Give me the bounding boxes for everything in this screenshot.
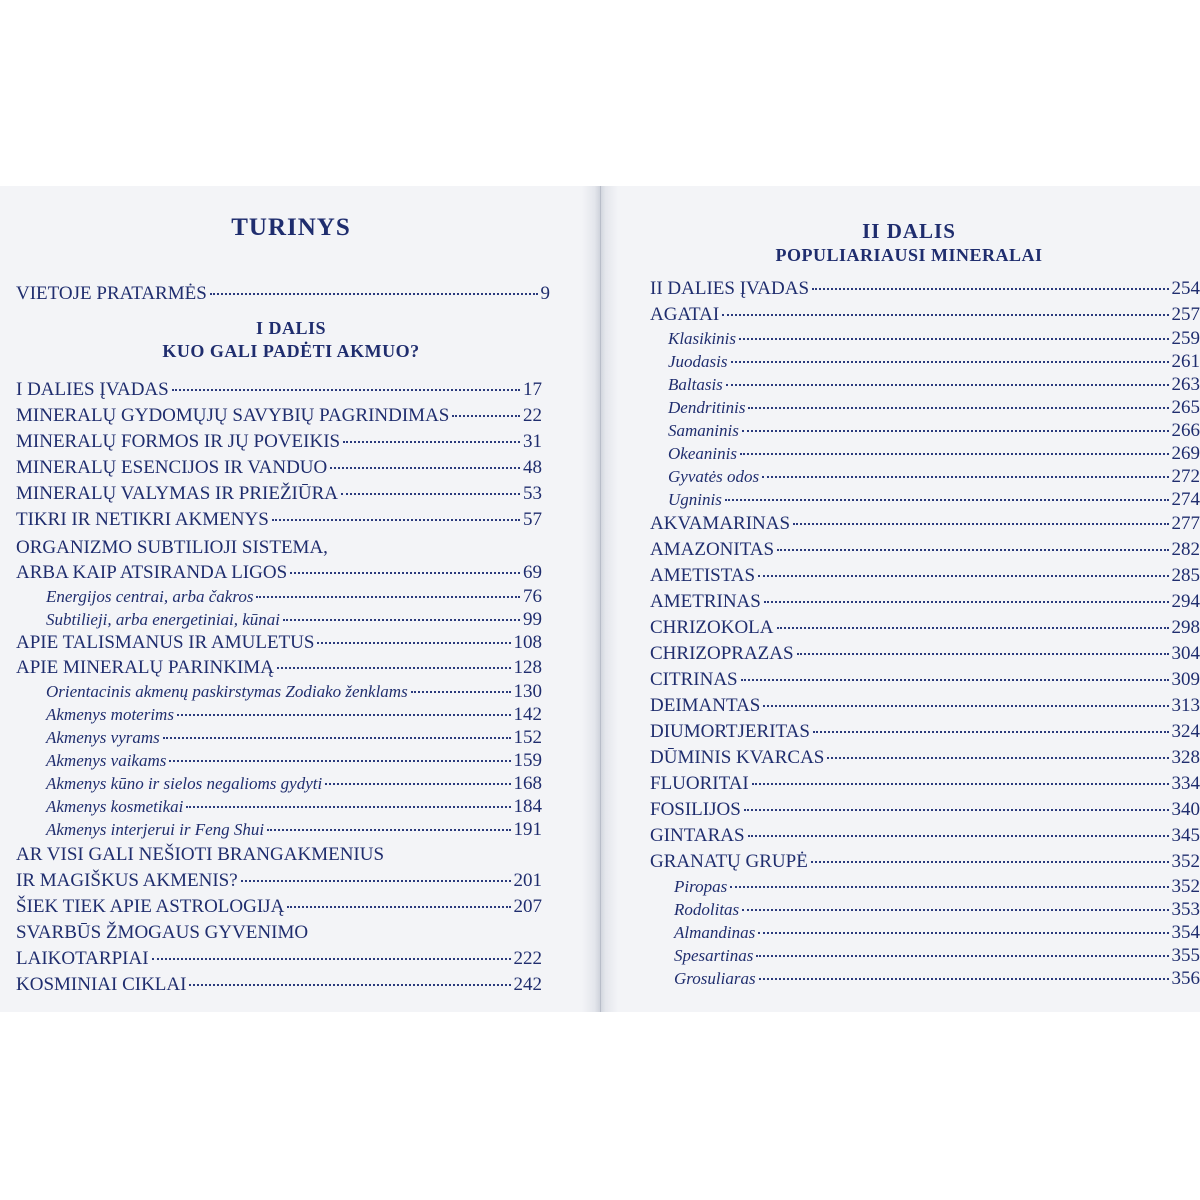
page-number: 108 bbox=[513, 632, 542, 653]
dot-leader bbox=[762, 476, 1168, 478]
dot-leader bbox=[725, 499, 1169, 501]
dot-leader bbox=[741, 679, 1169, 681]
dot-leader bbox=[742, 430, 1169, 432]
page-number: 257 bbox=[1171, 304, 1200, 325]
page-number: 313 bbox=[1171, 695, 1200, 716]
page-number: 266 bbox=[1171, 420, 1200, 441]
page-number: 184 bbox=[513, 796, 542, 817]
book-spread bbox=[0, 186, 1200, 1012]
dot-leader bbox=[343, 441, 520, 443]
dot-leader bbox=[744, 809, 1169, 811]
page-number: 17 bbox=[523, 379, 542, 400]
dot-leader bbox=[722, 314, 1168, 316]
page-number: 345 bbox=[1171, 825, 1200, 846]
page-number: 354 bbox=[1171, 922, 1200, 943]
toc-entry bbox=[16, 431, 542, 453]
entry-title: FLUORITAI bbox=[650, 773, 749, 794]
page-number: 69 bbox=[523, 562, 542, 583]
dot-leader bbox=[290, 572, 520, 574]
page-number: 168 bbox=[513, 773, 542, 794]
toc-entry bbox=[16, 922, 542, 944]
entry-title: AMAZONITAS bbox=[650, 539, 775, 560]
entry-title: DŪMINIS KVARCAS bbox=[650, 747, 825, 768]
dot-leader bbox=[812, 288, 1168, 290]
entry-title: Almandinas bbox=[674, 923, 756, 942]
entry-title: ORGANIZMO SUBTILIOJI SISTEMA, bbox=[16, 537, 328, 558]
entry-title: MINERALŲ GYDOMŲJŲ SAVYBIŲ PAGRINDIMAS bbox=[16, 405, 450, 426]
entry-title: MINERALŲ FORMOS IR JŲ POVEIKIS bbox=[16, 431, 341, 452]
dot-leader bbox=[752, 783, 1169, 785]
page-number: 274 bbox=[1171, 489, 1200, 510]
page-number: 352 bbox=[1171, 876, 1200, 897]
dot-leader bbox=[163, 737, 511, 739]
toc-subentry bbox=[668, 328, 1200, 350]
part1-heading-line1: I DALIS bbox=[255, 318, 327, 338]
dot-leader bbox=[827, 757, 1168, 759]
page-number: 31 bbox=[523, 431, 542, 452]
toc-entry bbox=[650, 278, 1200, 300]
right-page bbox=[618, 186, 1200, 1012]
entry-title: Akmenys vaikams bbox=[46, 751, 167, 770]
entry-title: KOSMINIAI CIKLAI bbox=[16, 974, 187, 995]
dot-leader bbox=[287, 906, 510, 908]
toc-subentry bbox=[674, 945, 1200, 967]
dot-leader bbox=[330, 467, 520, 469]
toc-subentry bbox=[668, 466, 1200, 488]
toc-subentry bbox=[674, 876, 1200, 898]
toc-entry bbox=[650, 617, 1200, 639]
entry-title: II DALIES ĮVADAS bbox=[650, 278, 810, 299]
entry-title: I DALIES ĮVADAS bbox=[16, 379, 169, 400]
entry-title: SVARBŪS ŽMOGAUS GYVENIMO bbox=[16, 922, 309, 943]
toc-entry bbox=[650, 565, 1200, 587]
toc-subentry bbox=[668, 443, 1200, 465]
toc-entry bbox=[650, 747, 1200, 769]
part2-heading-line2: POPULIARIAUSI MINERALAI bbox=[775, 245, 1043, 265]
dot-leader bbox=[325, 783, 510, 785]
entry-title: CITRINAS bbox=[650, 669, 738, 690]
dot-leader bbox=[272, 519, 520, 521]
part2-heading-line1: II DALIS bbox=[862, 219, 956, 243]
dot-leader bbox=[811, 861, 1169, 863]
dot-leader bbox=[797, 653, 1169, 655]
toc-subentry bbox=[46, 773, 542, 795]
page-number: 207 bbox=[513, 896, 542, 917]
dot-leader bbox=[411, 691, 511, 693]
entry-title: Akmenys kosmetikai bbox=[46, 797, 184, 816]
entry-title: Baltasis bbox=[668, 375, 723, 394]
toc-entry bbox=[16, 974, 542, 996]
entry-title: CHRIZOPRAZAS bbox=[650, 643, 794, 664]
dot-leader bbox=[452, 415, 520, 417]
page-number: 99 bbox=[523, 609, 542, 630]
toc-entry bbox=[16, 509, 542, 531]
entry-title: AKVAMARINAS bbox=[650, 513, 791, 534]
toc-entry bbox=[16, 870, 542, 892]
page-number: 324 bbox=[1171, 721, 1200, 742]
entry-title: AMETRINAS bbox=[650, 591, 761, 612]
dot-leader bbox=[740, 453, 1169, 455]
dot-leader bbox=[169, 760, 510, 762]
entry-title: CHRIZOKOLA bbox=[650, 617, 774, 638]
page-number: 277 bbox=[1171, 513, 1200, 534]
dot-leader bbox=[317, 642, 510, 644]
dot-leader bbox=[759, 978, 1169, 980]
toc-entry bbox=[650, 539, 1200, 561]
toc-entry bbox=[650, 799, 1200, 821]
page-number: 356 bbox=[1171, 968, 1200, 989]
entry-title: Ugninis bbox=[668, 490, 722, 509]
toc-subentry bbox=[674, 899, 1200, 921]
toc-subentry bbox=[46, 586, 542, 608]
page-number: 159 bbox=[513, 750, 542, 771]
dot-leader bbox=[764, 601, 1169, 603]
page-number: 294 bbox=[1171, 591, 1200, 612]
toc-subentry bbox=[674, 922, 1200, 944]
toc-subentry bbox=[46, 819, 542, 841]
entry-title: AMETISTAS bbox=[650, 565, 756, 586]
page-number: 298 bbox=[1171, 617, 1200, 638]
page-number: 309 bbox=[1171, 669, 1200, 690]
page-number: 304 bbox=[1171, 643, 1200, 664]
dot-leader bbox=[758, 932, 1168, 934]
dot-leader bbox=[189, 984, 510, 986]
entry-title: GRANATŲ GRUPĖ bbox=[650, 851, 808, 872]
toc-entry bbox=[650, 304, 1200, 326]
toc-entry bbox=[16, 844, 542, 866]
entry-title: IR MAGIŠKUS AKMENIS? bbox=[16, 870, 238, 891]
entry-title: Akmenys interjerui ir Feng Shui bbox=[46, 820, 265, 839]
dot-leader bbox=[726, 384, 1169, 386]
dot-leader bbox=[172, 389, 520, 391]
page-number: 57 bbox=[523, 509, 542, 530]
toc-entry bbox=[16, 632, 542, 654]
toc-subentry bbox=[668, 397, 1200, 419]
dot-leader bbox=[739, 338, 1168, 340]
toc-entry bbox=[16, 948, 542, 970]
dot-leader bbox=[341, 493, 520, 495]
toc-subentry bbox=[46, 609, 542, 631]
dot-leader bbox=[742, 909, 1168, 911]
dot-leader bbox=[763, 705, 1168, 707]
toc-subentry bbox=[668, 374, 1200, 396]
dot-leader bbox=[152, 958, 511, 960]
dot-leader bbox=[730, 886, 1168, 888]
toc-subentry bbox=[46, 750, 542, 772]
toc-entry bbox=[16, 457, 542, 479]
page-number: 340 bbox=[1171, 799, 1200, 820]
entry-title: Samaninis bbox=[668, 421, 739, 440]
page-number: 9 bbox=[540, 283, 550, 304]
page-number: 285 bbox=[1171, 565, 1200, 586]
dot-leader bbox=[748, 835, 1169, 837]
page-number: 191 bbox=[513, 819, 542, 840]
page-number: 48 bbox=[523, 457, 542, 478]
page-number: 142 bbox=[513, 704, 542, 725]
page-number: 355 bbox=[1171, 945, 1200, 966]
toc-entry bbox=[650, 851, 1200, 873]
entry-title: Akmenys vyrams bbox=[46, 728, 160, 747]
toc-entry bbox=[16, 283, 550, 305]
dot-leader bbox=[731, 361, 1169, 363]
dot-leader bbox=[777, 627, 1169, 629]
entry-title: ARBA KAIP ATSIRANDA LIGOS bbox=[16, 562, 288, 583]
entry-title: Orientacinis akmenų paskirstymas Zodiako ženklams bbox=[46, 682, 408, 701]
dot-leader bbox=[283, 619, 520, 621]
dot-leader bbox=[241, 880, 511, 882]
toc-subentry bbox=[46, 704, 542, 726]
entry-title: APIE MINERALŲ PARINKIMĄ bbox=[16, 657, 274, 678]
entry-title: AR VISI GALI NEŠIOTI BRANGAKMENIUS bbox=[16, 844, 385, 865]
page-number: 22 bbox=[523, 405, 542, 426]
page-number: 334 bbox=[1171, 773, 1200, 794]
toc-entry bbox=[16, 896, 542, 918]
entry-title: Subtilieji, arba energetiniai, kūnai bbox=[46, 610, 281, 629]
toc-subentry bbox=[668, 420, 1200, 442]
entry-title: APIE TALISMANUS IR AMULETUS bbox=[16, 632, 315, 653]
toc-entry bbox=[16, 405, 542, 427]
page-number: 201 bbox=[513, 870, 542, 891]
toc-entry bbox=[650, 643, 1200, 665]
page-number: 272 bbox=[1171, 466, 1200, 487]
page-number: 282 bbox=[1171, 539, 1200, 560]
toc-subentry bbox=[668, 351, 1200, 373]
toc-subentry bbox=[668, 489, 1200, 511]
entry-title: Akmenys moterims bbox=[46, 705, 174, 724]
dot-leader bbox=[256, 596, 520, 598]
toc-subentry bbox=[46, 796, 542, 818]
entry-title: Akmenys kūno ir sielos negalioms gydyti bbox=[46, 774, 323, 793]
toc-entry bbox=[650, 721, 1200, 743]
entry-title: DIUMORTJERITAS bbox=[650, 721, 810, 742]
page-number: 130 bbox=[513, 681, 542, 702]
dot-leader bbox=[793, 523, 1168, 525]
part1-heading-line2: KUO GALI PADĖTI AKMUO? bbox=[162, 341, 420, 361]
dot-leader bbox=[756, 955, 1168, 957]
entry-title: Energijos centrai, arba čakros bbox=[46, 587, 254, 606]
entry-title: AGATAI bbox=[650, 304, 720, 325]
toc-entry bbox=[650, 591, 1200, 613]
entry-title: TIKRI IR NETIKRI AKMENYS bbox=[16, 509, 269, 530]
toc-entry bbox=[650, 695, 1200, 717]
gutter-fold bbox=[600, 186, 601, 1012]
page-number: 76 bbox=[523, 586, 542, 607]
page-number: 265 bbox=[1171, 397, 1200, 418]
toc-subentry bbox=[674, 968, 1200, 990]
entry-title: Piropas bbox=[674, 877, 728, 896]
toc-entry bbox=[16, 657, 542, 679]
page-number: 263 bbox=[1171, 374, 1200, 395]
entry-title: Juodasis bbox=[668, 352, 728, 371]
toc-subentry bbox=[46, 727, 542, 749]
toc-entry bbox=[16, 562, 542, 584]
page-number: 53 bbox=[523, 483, 542, 504]
page-number: 269 bbox=[1171, 443, 1200, 464]
entry-title: MINERALŲ ESENCIJOS IR VANDUO bbox=[16, 457, 328, 478]
entry-title: FOSILIJOS bbox=[650, 799, 741, 820]
page-number: 353 bbox=[1171, 899, 1200, 920]
entry-title: Klasikinis bbox=[668, 329, 737, 348]
toc-entry bbox=[650, 825, 1200, 847]
dot-leader bbox=[210, 293, 538, 295]
toc-entry bbox=[16, 483, 542, 505]
entry-title: Spesartinas bbox=[674, 946, 754, 965]
dot-leader bbox=[777, 549, 1168, 551]
entry-title: Okeaninis bbox=[668, 444, 737, 463]
dot-leader bbox=[177, 714, 511, 716]
entry-title: VIETOJE PRATARMĖS bbox=[16, 283, 207, 304]
dot-leader bbox=[748, 407, 1168, 409]
toc-subentry bbox=[46, 681, 542, 703]
page-number: 254 bbox=[1171, 278, 1200, 299]
toc-title: TURINYS bbox=[231, 214, 351, 241]
toc-entry bbox=[650, 513, 1200, 535]
toc-entry bbox=[16, 379, 542, 401]
dot-leader bbox=[813, 731, 1169, 733]
toc-entry bbox=[16, 537, 542, 559]
page-number: 152 bbox=[513, 727, 542, 748]
dot-leader bbox=[277, 667, 511, 669]
entry-title: ŠIEK TIEK APIE ASTROLOGIJĄ bbox=[16, 896, 285, 917]
page-number: 128 bbox=[513, 657, 542, 678]
page-number: 328 bbox=[1171, 747, 1200, 768]
page-number: 259 bbox=[1171, 328, 1200, 349]
dot-leader bbox=[758, 575, 1168, 577]
entry-title: Grosuliaras bbox=[674, 969, 756, 988]
page-number: 222 bbox=[513, 948, 542, 969]
dot-leader bbox=[186, 806, 510, 808]
page-number: 242 bbox=[513, 974, 542, 995]
toc-entry bbox=[650, 773, 1200, 795]
page-number: 352 bbox=[1171, 851, 1200, 872]
entry-title: MINERALŲ VALYMAS IR PRIEŽIŪRA bbox=[16, 483, 338, 504]
page-number: 261 bbox=[1171, 351, 1200, 372]
entry-title: Rodolitas bbox=[674, 900, 740, 919]
entry-title: DEIMANTAS bbox=[650, 695, 761, 716]
entry-title: GINTARAS bbox=[650, 825, 745, 846]
toc-entry bbox=[650, 669, 1200, 691]
entry-title: Dendritinis bbox=[668, 398, 746, 417]
entry-title: LAIKOTARPIAI bbox=[16, 948, 149, 969]
left-page bbox=[0, 186, 582, 1012]
entry-title: Gyvatės odos bbox=[668, 467, 760, 486]
dot-leader bbox=[267, 829, 510, 831]
